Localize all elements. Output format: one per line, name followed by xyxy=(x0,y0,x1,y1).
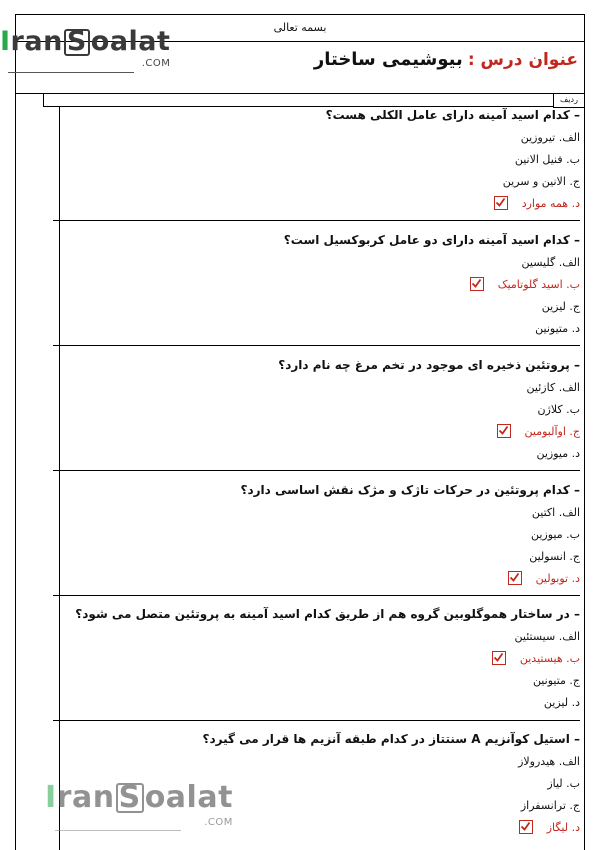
watermark-wordmark: Iran S oalat xyxy=(45,780,233,815)
option-label: الف. تیروزین xyxy=(520,131,580,144)
question-text: – استیل کوآنزیم A سنتتاز در کدام طبقه آنزیم ها قرار می گیرد؟ xyxy=(202,732,580,746)
option-label: د. همه موارد xyxy=(521,197,580,210)
watermark-dotcom: .COM xyxy=(204,817,233,828)
question-block xyxy=(53,103,580,215)
radif-column-label: ردیف xyxy=(553,93,584,108)
option xyxy=(53,318,580,340)
question-separator xyxy=(53,595,580,596)
checkmark-icon xyxy=(508,571,522,585)
option xyxy=(53,502,580,524)
question-text: – کدام اسید آمینه دارای دو عامل کربوکسیل است؟ xyxy=(283,233,580,247)
option-label: الف. سیستئین xyxy=(514,630,580,643)
watermark-underline xyxy=(55,830,181,831)
margin-divider-top xyxy=(43,93,44,107)
option xyxy=(53,692,580,714)
option-label: ج. الانین و سرین xyxy=(502,175,580,188)
option-label: ب. فنیل الانین xyxy=(514,153,580,166)
question-separator xyxy=(53,345,580,346)
logo-wordmark: Iran S oalat xyxy=(0,26,171,57)
course-title-value: بیوشیمی ساختار xyxy=(313,49,463,70)
option-correct xyxy=(53,817,580,839)
checkmark-icon xyxy=(470,277,484,291)
option xyxy=(53,149,580,171)
question-text: – کدام پروتئین در حرکات تاژک و مژک نقش اساسی دارد؟ xyxy=(240,483,580,497)
option xyxy=(53,670,580,692)
option-label: ب. کلاژن xyxy=(537,403,580,416)
option xyxy=(53,751,580,773)
question-separator xyxy=(53,470,580,471)
question-text: – در ساختار هموگلوبین گروه هم از طریق کدام اسید آمینه به پروتئین متصل می شود؟ xyxy=(75,607,580,621)
checkmark-icon xyxy=(494,196,508,210)
option-label: د. لیزین xyxy=(543,696,580,709)
logo-underline xyxy=(8,72,134,73)
option-label: ب. هیستیدین xyxy=(519,652,580,665)
option-label: ب. لیاز xyxy=(547,777,580,790)
iransoalat-logo xyxy=(0,26,171,69)
option-label: د. متیونین xyxy=(535,322,580,335)
option-correct xyxy=(53,193,580,215)
option-label: الف. اکتین xyxy=(531,506,580,519)
option-label: د. توبولین xyxy=(535,572,580,585)
option xyxy=(53,252,580,274)
question-text: – کدام اسید آمینه دارای عامل الکلی هست؟ xyxy=(325,108,580,122)
option xyxy=(53,626,580,648)
option-label: ج. انسولین xyxy=(529,550,580,563)
option xyxy=(53,443,580,465)
course-title-label: عنوان درس : xyxy=(467,50,578,70)
option-correct xyxy=(53,648,580,670)
option-label: الف. کازئین xyxy=(526,381,580,394)
option xyxy=(53,296,580,318)
question-separator xyxy=(53,720,580,721)
option-correct xyxy=(53,274,580,296)
option-correct xyxy=(53,568,580,590)
checkmark-icon xyxy=(492,651,506,665)
bismillah-header: بسمه تعالی xyxy=(16,15,584,42)
iransoalat-watermark-logo xyxy=(45,780,233,828)
option xyxy=(53,127,580,149)
option-label: د. لیگاز xyxy=(546,821,580,834)
question-block xyxy=(53,228,580,340)
option-label: ج. اوآلبومین xyxy=(524,425,580,438)
option-label: ب. اسید گلوتامیک xyxy=(497,278,580,291)
checkmark-icon xyxy=(519,820,533,834)
option-label: ب. میوزین xyxy=(531,528,580,541)
checkmark-icon xyxy=(497,424,511,438)
option-label: د. میوزین xyxy=(536,447,580,460)
question-block xyxy=(53,602,580,714)
option-label: الف. گلیسین xyxy=(521,256,580,269)
question-block xyxy=(53,353,580,465)
option-label: ج. ترانسفراز xyxy=(520,799,580,812)
course-title xyxy=(314,49,578,70)
option xyxy=(53,377,580,399)
option xyxy=(53,524,580,546)
question-block xyxy=(53,478,580,590)
logo-dotcom: .COM xyxy=(141,58,171,69)
question-separator xyxy=(53,220,580,221)
option-label: ج. متیونین xyxy=(532,674,580,687)
option xyxy=(53,399,580,421)
option xyxy=(53,546,580,568)
option-correct xyxy=(53,421,580,443)
question-text: – پروتئین ذخیره ای موجود در تخم مرغ چه نام دارد؟ xyxy=(278,358,580,372)
option-label: ج. لیزین xyxy=(541,300,580,313)
option-label: الف. هیدرولاز xyxy=(518,755,580,768)
option xyxy=(53,171,580,193)
